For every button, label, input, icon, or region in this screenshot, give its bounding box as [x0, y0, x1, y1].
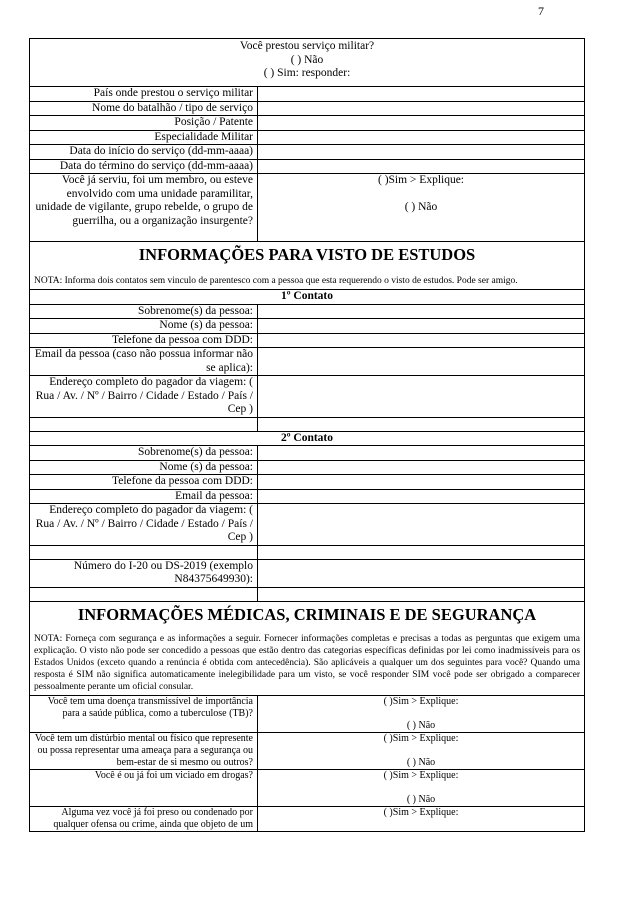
contact1-field-row — [30, 333, 585, 348]
military-field-row — [30, 130, 585, 145]
contact2-title: 2º Contato — [30, 431, 585, 446]
medical-question-yes[interactable]: ( )Sim > Explique: — [383, 695, 459, 707]
contact2-field-row — [30, 475, 585, 490]
contact1-field-label: Telefone da pessoa com DDD: — [30, 333, 258, 348]
military-field-input[interactable] — [258, 145, 585, 160]
contact2-field-label: Endereço completo do pagador da viagem: ( Rua / Av. / Nº / Bairro / Cidade / Estado / País / Cep ) — [30, 504, 258, 546]
medical-question-yes[interactable]: ( )Sim > Explique: — [383, 769, 459, 781]
contact1-title: 1º Contato — [30, 290, 585, 305]
military-field-input[interactable] — [258, 101, 585, 116]
contact1-field-label: Email da pessoa (caso não possua informar não se aplica): — [30, 348, 258, 376]
military-field-input[interactable] — [258, 87, 585, 102]
contact2-field-label: Telefone da pessoa com DDD: — [30, 475, 258, 490]
contact1-field-input[interactable] — [258, 376, 585, 418]
spacer-row — [30, 417, 585, 431]
medical-header-row — [30, 601, 585, 695]
contact2-field-input[interactable] — [258, 504, 585, 546]
military-field-row — [30, 116, 585, 131]
contact1-field-row — [30, 348, 585, 376]
contact2-field-row — [30, 446, 585, 461]
medical-question-row — [30, 806, 585, 831]
contact1-field-row — [30, 304, 585, 319]
medical-title: INFORMAÇÕES MÉDICAS, CRIMINAIS E DE SEGURANÇA — [77, 604, 537, 624]
contact2-field-input[interactable] — [258, 475, 585, 490]
contact2-field-label: Nome (s) da pessoa: — [30, 460, 258, 475]
medical-question-row — [30, 769, 585, 806]
medical-question-yes[interactable]: ( )Sim > Explique: — [383, 806, 459, 818]
paramilitary-yes[interactable]: ( )Sim > Explique: — [377, 174, 465, 186]
military-question-row — [30, 39, 585, 87]
contact1-field-input[interactable] — [258, 333, 585, 348]
medical-question-yes[interactable]: ( )Sim > Explique: — [383, 732, 459, 744]
military-field-label: Especialidade Militar — [30, 130, 258, 145]
medical-question-label: Você tem uma doença transmissível de importância para a saúde pública, como a tuberculose (TB)? — [30, 695, 258, 732]
contact2-field-row — [30, 489, 585, 504]
contact1-field-input[interactable] — [258, 348, 585, 376]
medical-note: NOTA: Forneça com segurança e as informações a seguir. Fornecer informações completas e precisas a todas as perguntas que exigem uma explicação. O visto não pode ser concedido a pessoas que estão dentro das categorias específicas definidas por lei como inadmissíveis para os Estados Unidos (exceto quando a renúncia é obtida com antecedência). São aplicáveis a qualquer um dos seguintes para você? Quando uma resposta é SIM não significa automaticamente inelegibilidade para um visto, se você responder SIM você pode ser obrigado a comparecer pessoalmente perante um oficial consular. — [34, 633, 581, 692]
military-field-label: Data do início do serviço (dd-mm-aaaa) — [30, 145, 258, 160]
page-number: 7 — [538, 4, 544, 18]
military-field-row — [30, 159, 585, 174]
medical-question-no[interactable]: ( ) Não — [406, 756, 436, 768]
contact2-field-input[interactable] — [258, 460, 585, 475]
contact1-title-row — [30, 290, 585, 305]
contact1-field-label: Nome (s) da pessoa: — [30, 319, 258, 334]
contact2-field-label: Email da pessoa: — [30, 489, 258, 504]
contact2-field-row — [30, 460, 585, 475]
i20-label: Número do I-20 ou DS-2019 (exemplo N84375649930): — [30, 559, 258, 587]
military-field-input[interactable] — [258, 159, 585, 174]
contact1-field-row — [30, 319, 585, 334]
contact2-field-row — [30, 504, 585, 546]
paramilitary-no[interactable]: ( ) Não — [404, 200, 438, 213]
study-visa-title: INFORMAÇÕES PARA VISTO DE ESTUDOS — [138, 245, 476, 264]
military-field-row — [30, 101, 585, 116]
military-field-row — [30, 145, 585, 160]
visa-form — [29, 38, 584, 832]
military-field-input[interactable] — [258, 116, 585, 131]
contact1-field-input[interactable] — [258, 319, 585, 334]
contact1-field-input[interactable] — [258, 304, 585, 319]
spacer-row — [30, 587, 585, 601]
military-field-label: Posição / Patente — [30, 116, 258, 131]
contact2-field-label: Sobrenome(s) da pessoa: — [30, 446, 258, 461]
contact1-field-label: Sobrenome(s) da pessoa: — [30, 304, 258, 319]
medical-question-row — [30, 695, 585, 732]
medical-question-label: Alguma vez você já foi preso ou condenado por qualquer ofensa ou crime, ainda que objeto de um — [30, 806, 258, 831]
contact2-field-input[interactable] — [258, 446, 585, 461]
study-visa-note: NOTA: Informa dois contatos sem vinculo de parentesco com a pessoa que esta requerendo o visto de estudos. Pode ser amigo. — [34, 276, 518, 286]
military-field-label: Data do término do serviço (dd-mm-aaaa) — [30, 159, 258, 174]
spacer-row — [30, 545, 585, 559]
military-field-input[interactable] — [258, 130, 585, 145]
medical-question-row — [30, 732, 585, 769]
medical-question-label: Você é ou já foi um viciado em drogas? — [30, 769, 258, 806]
form-table — [29, 38, 585, 832]
military-field-label: Nome do batalhão / tipo de serviço — [30, 101, 258, 116]
medical-question-no[interactable]: ( ) Não — [406, 793, 436, 805]
military-question: Você prestou serviço militar? — [239, 40, 375, 52]
paramilitary-row — [30, 174, 585, 242]
i20-input[interactable] — [258, 559, 585, 587]
paramilitary-label: Você já serviu, foi um membro, ou esteve envolvido com uma unidade paramilitar, unidade de vigilante, grupo rebelde, o grupo de guerrilha, ou a organização insurgente? — [30, 174, 258, 242]
contact2-field-input[interactable] — [258, 489, 585, 504]
medical-question-label: Você tem um distúrbio mental ou físico que represente ou possa representar uma ameaça para a segurança ou bem-estar de si mesmo ou outros? — [30, 732, 258, 769]
military-option-yes[interactable]: ( ) Sim: responder: — [263, 67, 351, 79]
contact1-field-label: Endereço completo do pagador da viagem: ( Rua / Av. / Nº / Bairro / Cidade / Estado / País / Cep ) — [30, 376, 258, 418]
contact1-field-row — [30, 376, 585, 418]
i20-row — [30, 559, 585, 587]
military-option-no[interactable]: ( ) Não — [290, 53, 324, 66]
military-field-row — [30, 87, 585, 102]
contact2-title-row — [30, 431, 585, 446]
study-visa-header-row — [30, 242, 585, 290]
military-field-label: País onde prestou o serviço militar — [30, 87, 258, 102]
medical-question-no[interactable]: ( ) Não — [406, 719, 436, 731]
